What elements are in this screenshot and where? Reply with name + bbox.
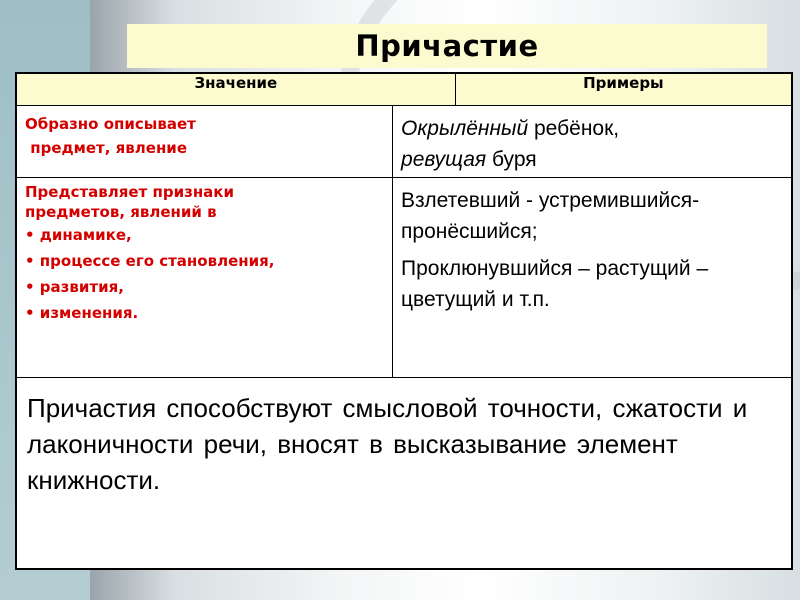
example-noun: ребёнок, (528, 117, 620, 140)
participle-table (15, 72, 793, 570)
example-cell (393, 106, 792, 178)
example-line (401, 113, 785, 144)
example-noun: буря (486, 148, 537, 171)
table-row (16, 378, 792, 570)
summary-cell (16, 378, 792, 570)
meaning-line: предмет, явление (25, 139, 187, 157)
example-cell (393, 178, 792, 378)
title-bar (127, 24, 767, 68)
example-participle: ревущая (401, 148, 487, 171)
list-item: • изменения. (25, 304, 139, 322)
example-participle: Окрылённый (401, 117, 529, 140)
meaning-cell (16, 106, 393, 178)
example-paragraph: Взлетевший - устремившийся-пронёсшийся; (401, 189, 700, 243)
meaning-heading: Представляет признаки предметов, явлений в (25, 183, 234, 221)
list-item: • динамике, (25, 226, 132, 244)
table-row (16, 178, 792, 378)
meaning-line: Образно описывает (25, 115, 196, 133)
meaning-cell (16, 178, 393, 378)
table-row (16, 106, 792, 178)
list-item: • развития, (25, 278, 124, 296)
example-paragraph: Проклюнувшийся – растущий – цветущий и т.п. (401, 257, 709, 311)
summary-text: Причастия способствуют смысловой точности, сжатости и лаконичности речи, вносят в высказывание элемент книжности. (27, 393, 748, 495)
page-title: Причастие (355, 29, 539, 63)
table-header-row (16, 73, 792, 106)
header-examples: Примеры (455, 73, 792, 106)
header-meaning: Значение (16, 73, 455, 106)
example-line (401, 144, 785, 175)
list-item: • процессе его становления, (25, 252, 275, 270)
